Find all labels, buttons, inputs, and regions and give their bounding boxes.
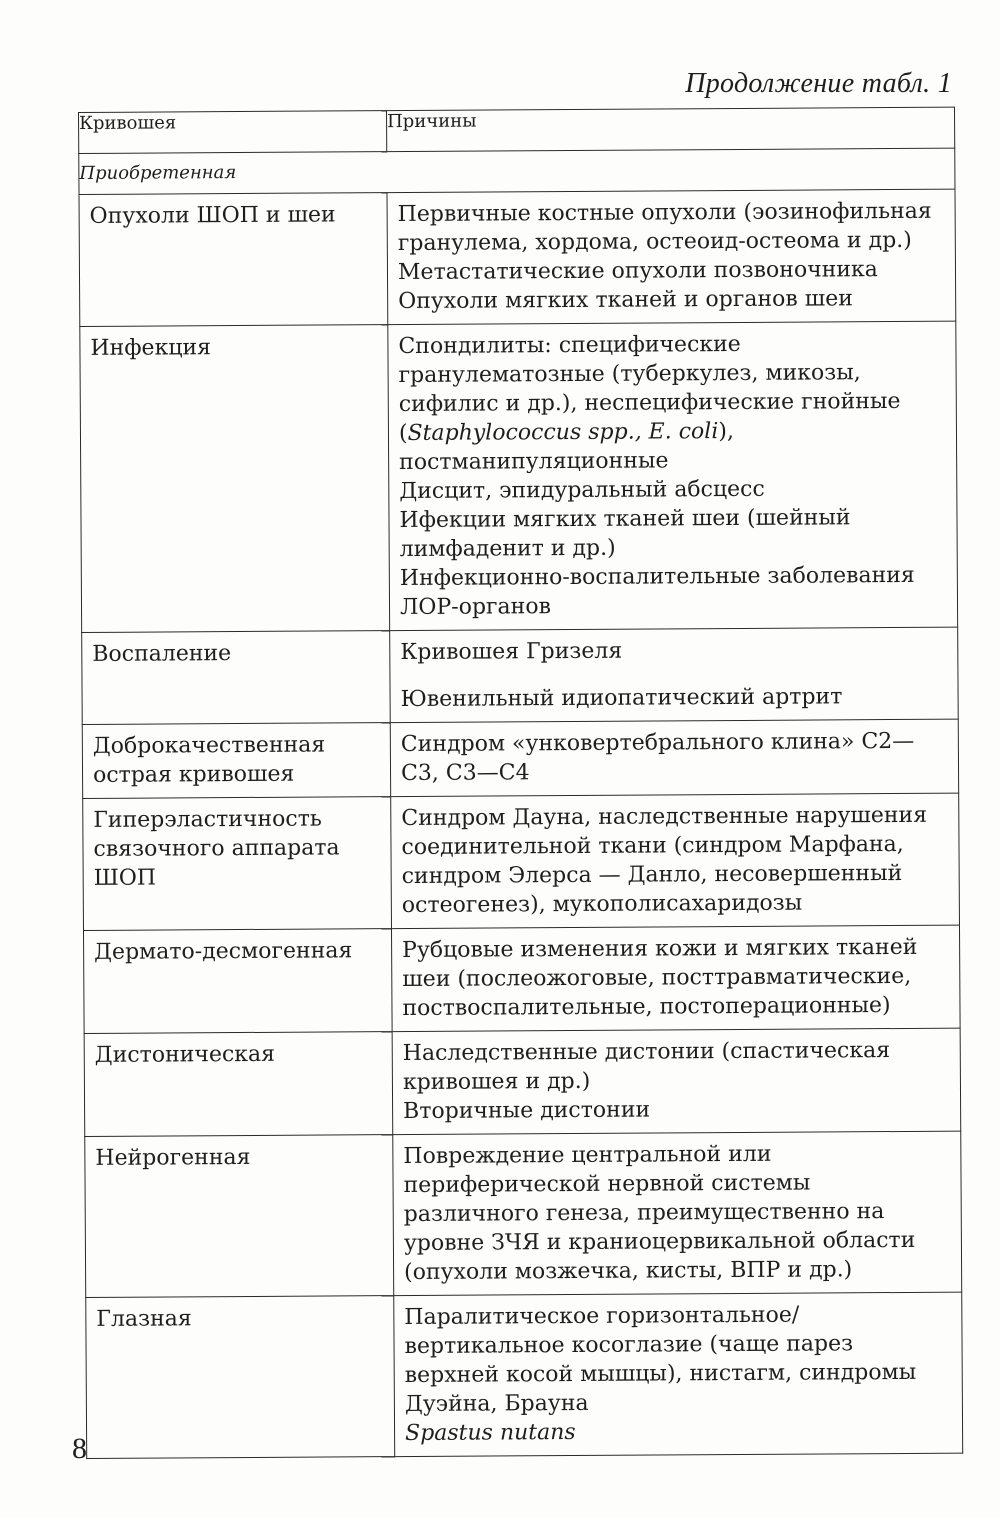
table-row	[82, 627, 959, 724]
table-row	[84, 1028, 961, 1136]
latin-organism-names: Staphylococcus spp., E. coli	[407, 419, 719, 446]
row-causes-cell	[390, 627, 959, 722]
row-type-cell: Воспаление	[82, 631, 391, 725]
cause-item: Дисцит, эпидуральный абсцесс	[399, 476, 765, 505]
cause-item: Наследственные дистонии (спастическая кривошея и др.)	[402, 1038, 891, 1096]
row-type-cell: Дистоническая	[84, 1032, 393, 1137]
table-row	[79, 189, 956, 326]
row-type-cell: Доброкачественная острая кривошея	[82, 723, 390, 799]
table-row	[86, 1292, 963, 1458]
table-header-row	[79, 107, 955, 153]
table-row	[85, 1131, 962, 1297]
cause-item: Ифекции мягких тканей шеи (шейный лимфаденит и др.)	[399, 505, 851, 563]
row-type-cell: Нейрогенная	[85, 1135, 394, 1298]
column-header-type: Кривошея	[79, 111, 387, 154]
row-causes-cell	[391, 925, 960, 1031]
row-causes-cell	[387, 189, 956, 324]
cause-item: Вторичные дистонии	[403, 1097, 651, 1125]
table-continuation-caption: Продолжение табл. 1	[685, 68, 952, 99]
table-row	[80, 321, 958, 632]
cause-item: Первичные костные опухоли (эозинофильная гранулема, хордома, остеоид-остеома и др.)	[397, 198, 932, 257]
cause-item: Инфекционно-воспалительные заболевания ЛОР-органов	[399, 562, 915, 621]
cause-text: ), постманипуляционные	[399, 418, 734, 476]
cause-text: Спондилиты: специфические гранулематозные (туберкулез, микозы, сифилис и др.), неспецифические гнойные (	[398, 331, 901, 447]
page-number: 8	[72, 1432, 87, 1465]
cause-item: Повреждение центральной или периферической нервной системы различного генеза, преимущественно на уровне ЗЧЯ и краниоцервикальной области (опухоли мозжечка, кисты, ВПР и др.)	[403, 1141, 916, 1286]
cause-item: Рубцовые изменения кожи и мягких тканей шеи (послеожоговые, посттравматические, поствоспалительные, постоперационные)	[402, 934, 918, 1022]
cause-item: Опухоли мягких тканей и органов шеи	[398, 286, 853, 315]
row-type-cell: Гиперэластичность связочного аппарата ШОП	[83, 797, 392, 931]
cause-item: Синдром «унковертебрального клина» С2—С3, С3—С4	[400, 728, 915, 787]
row-causes-cell	[392, 1028, 961, 1134]
cause-item	[398, 329, 946, 477]
cause-item: Синдром Дауна, наследственные нарушения соединительной ткани (синдром Марфана, синдром Элерса — Данло, несовершенный остеогенез), мукополисахаридозы	[401, 802, 928, 919]
cause-item: Паралитическое горизонтальное/вертикальное косоглазие (чаще парез верхней косой мышцы), нистагм, синдромы Дуэйна, Брауна	[404, 1302, 917, 1418]
cause-item: Метастатические опухоли позвоночника	[397, 257, 878, 286]
cause-item: Spastus nutans	[405, 1419, 576, 1447]
row-causes-cell	[388, 321, 958, 630]
row-type-cell: Опухоли ШОП и шеи	[79, 193, 388, 327]
row-type-cell: Инфекция	[80, 325, 390, 633]
row-causes-cell	[394, 1292, 963, 1456]
row-type-cell: Глазная	[86, 1296, 395, 1459]
table-row	[82, 719, 958, 798]
cause-item: Ювенильный идиопатический артрит	[400, 684, 843, 713]
column-header-causes: Причины	[386, 107, 954, 151]
row-type-cell: Дермато-десмогенная	[83, 929, 392, 1034]
cause-item: Кривошея Гризеля	[400, 638, 623, 666]
row-causes-cell	[393, 1131, 962, 1295]
row-causes-cell	[391, 793, 960, 928]
row-causes-cell	[390, 719, 958, 796]
torticollis-causes-table	[78, 107, 963, 1459]
table-row	[83, 925, 960, 1033]
section-acquired: Приобретенная	[79, 148, 955, 194]
section-row	[79, 148, 955, 194]
table-row	[83, 793, 960, 930]
